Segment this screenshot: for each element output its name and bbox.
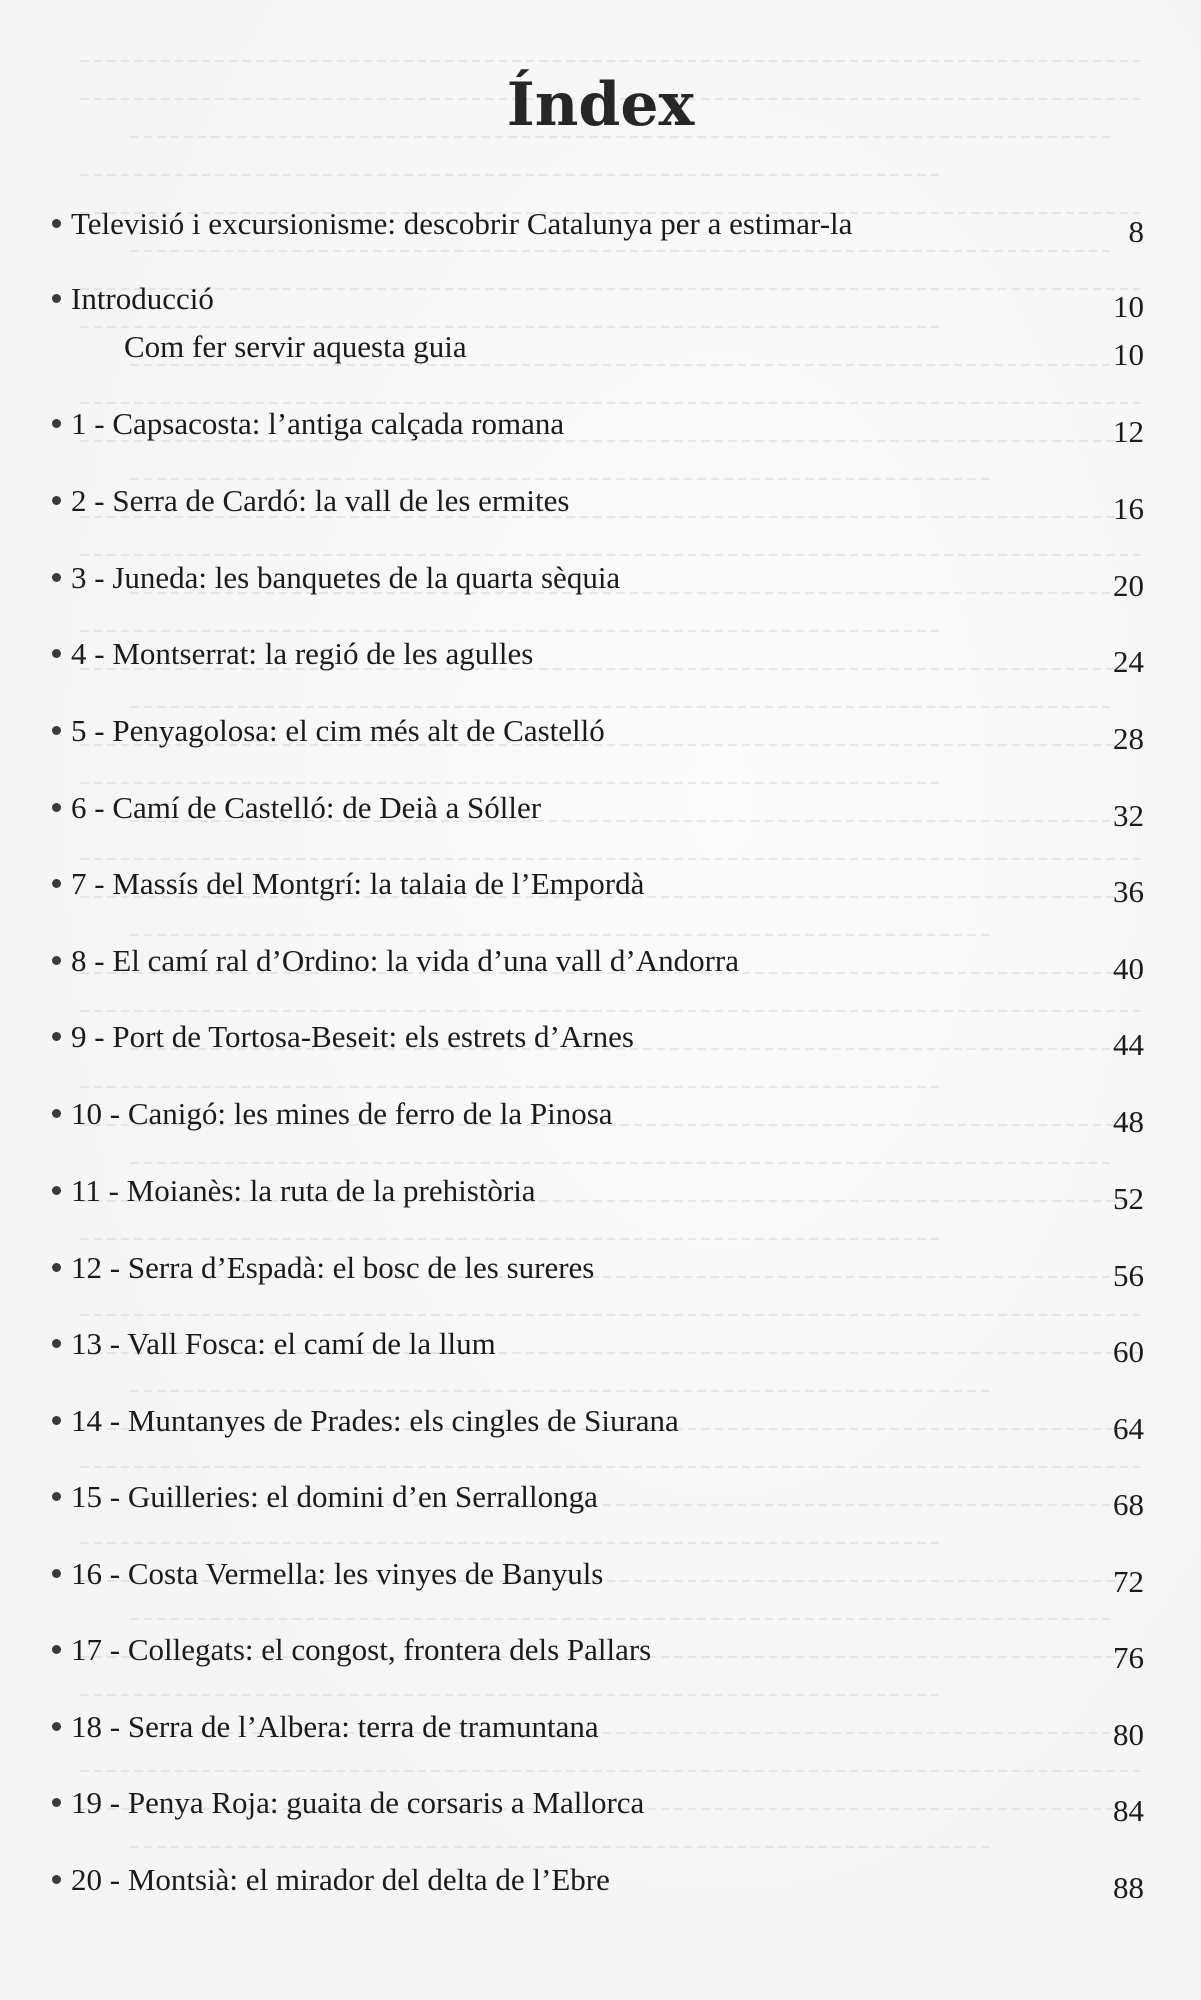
toc-entry-label: 4 - Montserrat: la regió de les agulles [71,636,534,671]
toc-page-number: 76 [1113,1640,1144,1675]
toc-entry-label: 19 - Penya Roja: guaita de corsaris a Mallorca [71,1785,645,1820]
bullet-icon [52,294,61,303]
bullet-icon [52,1875,61,1884]
bullet-icon [52,1492,61,1501]
bullet-icon [52,1798,61,1807]
toc-page-number: 28 [1113,721,1144,756]
toc-entry [52,1858,1144,1905]
toc-page-number: 32 [1113,798,1144,833]
toc-entry [52,709,1144,756]
toc-entry-label: 5 - Penyagolosa: el cim més alt de Castelló [71,713,605,748]
toc-page-number: 10 [1113,337,1144,372]
toc-page-number: 80 [1113,1717,1144,1752]
bullet-icon [52,1645,61,1654]
bullet-icon [52,1339,61,1348]
toc-entry [52,1246,1144,1293]
bullet-icon [52,726,61,735]
toc-entry [52,1015,1144,1062]
toc-page-number: 56 [1113,1258,1144,1293]
bullet-icon [52,1186,61,1195]
toc-entry [52,1705,1144,1752]
toc-page-number: 72 [1113,1564,1144,1599]
toc-page-number: 10 [1113,289,1144,324]
toc-entry [52,632,1144,679]
toc-page-number: 12 [1113,414,1144,449]
toc-entry [52,786,1144,833]
toc-page-number: 20 [1113,568,1144,603]
bullet-icon [52,219,61,228]
toc-entry-label: Com fer servir aquesta guia [124,329,467,364]
toc-entry-label: 16 - Costa Vermella: les vinyes de Banyuls [71,1556,604,1591]
toc-page-number: 52 [1113,1181,1144,1216]
bullet-icon [52,1569,61,1578]
bullet-icon [52,956,61,965]
toc-entry-label: 8 - El camí ral d’Ordino: la vida d’una vall d’Andorra [71,943,739,978]
toc-entry [52,1781,1144,1828]
toc-entry [52,939,1144,986]
toc-page-number: 44 [1113,1027,1144,1062]
toc-entry-label: 10 - Canigó: les mines de ferro de la Pinosa [71,1096,613,1131]
toc-page-number: 88 [1113,1870,1144,1905]
bullet-icon [52,1263,61,1272]
toc-page-number: 48 [1113,1104,1144,1139]
toc-entry [52,277,1144,324]
toc-entry-label: 14 - Muntanyes de Prades: els cingles de Siurana [71,1403,679,1438]
toc-page-number: 64 [1113,1411,1144,1446]
toc-entry [52,1399,1144,1446]
page-title: Índex [506,70,695,141]
toc-page-number: 8 [1128,214,1144,249]
bullet-icon [52,879,61,888]
toc-entry [52,1628,1144,1675]
toc-entry-label: 1 - Capsacosta: l’antiga calçada romana [71,406,565,441]
bullet-icon [52,1722,61,1731]
toc-entry-label: 17 - Collegats: el congost, frontera dels Pallars [71,1632,652,1667]
toc-entry-label: 9 - Port de Tortosa-Beseit: els estrets d’Arnes [71,1019,634,1054]
bullet-icon [52,803,61,812]
toc-entry [52,556,1144,603]
bullet-icon [52,496,61,505]
toc-entry-label: 3 - Juneda: les banquetes de la quarta sèquia [71,560,621,595]
toc-entry-label: Introducció [71,281,214,316]
toc-page-number: 36 [1113,874,1144,909]
toc-entry-label: 2 - Serra de Cardó: la vall de les ermites [71,483,570,518]
toc-page-number: 60 [1113,1334,1144,1369]
toc-entry [52,402,1144,449]
bullet-icon [52,1416,61,1425]
toc-page-number: 68 [1113,1487,1144,1522]
bullet-icon [52,1032,61,1041]
bullet-icon [52,649,61,658]
toc-entry [124,325,1144,372]
bullet-icon [52,1109,61,1118]
toc-entry-label: 18 - Serra de l’Albera: terra de tramuntana [71,1709,599,1744]
toc-entry [52,1475,1144,1522]
toc-entry [52,479,1144,526]
toc-entry-label: 7 - Massís del Montgrí: la talaia de l’Empordà [71,866,645,901]
toc-entry-label: 13 - Vall Fosca: el camí de la llum [71,1326,496,1361]
toc-entry-label: 20 - Montsià: el mirador del delta de l’Ebre [71,1862,610,1897]
toc-entry [52,1169,1144,1216]
toc-page-number: 24 [1113,644,1144,679]
toc-entry-label: 11 - Moianès: la ruta de la prehistòria [71,1173,536,1208]
toc-entry-label: 15 - Guilleries: el domini d’en Serrallonga [71,1479,598,1514]
toc-entry [52,862,1144,909]
toc-page-number: 40 [1113,951,1144,986]
toc-entry-label: Televisió i excursionisme: descobrir Catalunya per a estimar-la [71,206,853,241]
toc-entry-label: 12 - Serra d’Espadà: el bosc de les sureres [71,1250,595,1285]
toc-entry-label: 6 - Camí de Castelló: de Deià a Sóller [71,790,542,825]
bullet-icon [52,419,61,428]
toc-entry [52,202,1144,249]
toc-page-number: 84 [1113,1793,1144,1828]
toc-entry [52,1322,1144,1369]
toc-page-number: 16 [1113,491,1144,526]
toc-entry [52,1092,1144,1139]
toc-entry [52,1552,1144,1599]
bullet-icon [52,573,61,582]
